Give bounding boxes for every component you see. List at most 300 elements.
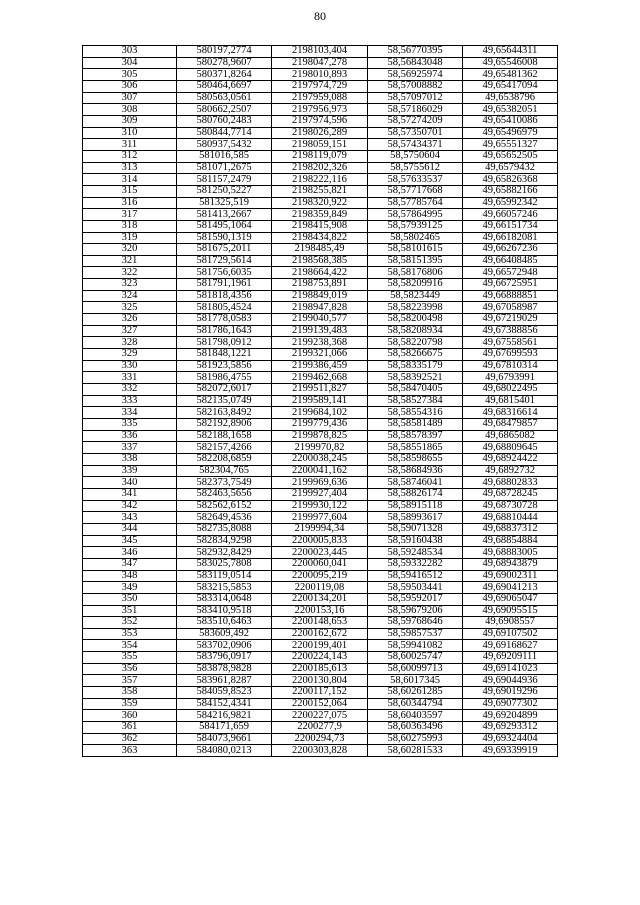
latitude-cell: 58,60403597 <box>368 710 463 722</box>
y-coordinate-cell: 2198947,828 <box>272 302 368 314</box>
point-number-cell: 344 <box>83 523 177 535</box>
y-coordinate-cell: 2198202,326 <box>272 162 368 174</box>
latitude-cell: 58,58746041 <box>368 477 463 489</box>
x-coordinate-cell: 583878,9828 <box>177 663 272 675</box>
x-coordinate-cell: 580662,2507 <box>177 104 272 116</box>
point-number-cell: 306 <box>83 80 177 92</box>
y-coordinate-cell: 2198664,422 <box>272 267 368 279</box>
y-coordinate-cell: 2200224,143 <box>272 652 368 664</box>
longitude-cell: 49,6579432 <box>463 162 558 174</box>
longitude-cell: 49,6865082 <box>463 430 558 442</box>
longitude-cell: 49,68479857 <box>463 419 558 431</box>
longitude-cell: 49,68730728 <box>463 500 558 512</box>
latitude-cell: 58,57097012 <box>368 92 463 104</box>
point-number-cell: 342 <box>83 500 177 512</box>
y-coordinate-cell: 2199927,404 <box>272 488 368 500</box>
longitude-cell: 49,66151734 <box>463 220 558 232</box>
point-number-cell: 312 <box>83 150 177 162</box>
latitude-cell: 58,57008882 <box>368 80 463 92</box>
y-coordinate-cell: 2199779,436 <box>272 419 368 431</box>
longitude-cell: 49,66725951 <box>463 279 558 291</box>
latitude-cell: 58,5802465 <box>368 232 463 244</box>
latitude-cell: 58,58826174 <box>368 488 463 500</box>
table-row <box>83 69 558 81</box>
x-coordinate-cell: 581016,585 <box>177 150 272 162</box>
point-number-cell: 308 <box>83 104 177 116</box>
point-number-cell: 316 <box>83 197 177 209</box>
table-row <box>83 710 558 722</box>
longitude-cell: 49,69041213 <box>463 582 558 594</box>
point-number-cell: 340 <box>83 477 177 489</box>
table-row <box>83 80 558 92</box>
point-number-cell: 348 <box>83 570 177 582</box>
longitude-cell: 49,68728245 <box>463 488 558 500</box>
longitude-cell: 49,65992342 <box>463 197 558 209</box>
latitude-cell: 58,57939125 <box>368 220 463 232</box>
point-number-cell: 339 <box>83 465 177 477</box>
x-coordinate-cell: 580197,2774 <box>177 46 272 58</box>
y-coordinate-cell: 2199321,066 <box>272 349 368 361</box>
table-row <box>83 547 558 559</box>
point-number-cell: 357 <box>83 675 177 687</box>
x-coordinate-cell: 583119,0514 <box>177 570 272 582</box>
table-row <box>83 302 558 314</box>
table-row <box>83 127 558 139</box>
coordinates-table-body <box>83 46 558 757</box>
longitude-cell: 49,68943879 <box>463 558 558 570</box>
x-coordinate-cell: 581495,1064 <box>177 220 272 232</box>
latitude-cell: 58,58527384 <box>368 395 463 407</box>
longitude-cell: 49,65882166 <box>463 185 558 197</box>
x-coordinate-cell: 582072,6017 <box>177 384 272 396</box>
longitude-cell: 49,68316614 <box>463 407 558 419</box>
point-number-cell: 332 <box>83 384 177 396</box>
longitude-cell: 49,69168627 <box>463 640 558 652</box>
table-row <box>83 512 558 524</box>
latitude-cell: 58,59416512 <box>368 570 463 582</box>
y-coordinate-cell: 2200117,152 <box>272 687 368 699</box>
latitude-cell: 58,59332282 <box>368 558 463 570</box>
x-coordinate-cell: 584080,0213 <box>177 745 272 757</box>
longitude-cell: 49,69065047 <box>463 593 558 605</box>
table-row <box>83 279 558 291</box>
point-number-cell: 356 <box>83 663 177 675</box>
y-coordinate-cell: 2200153,16 <box>272 605 368 617</box>
y-coordinate-cell: 2198222,116 <box>272 174 368 186</box>
x-coordinate-cell: 583510,6463 <box>177 617 272 629</box>
latitude-cell: 58,57785764 <box>368 197 463 209</box>
latitude-cell: 58,57633537 <box>368 174 463 186</box>
latitude-cell: 58,57864995 <box>368 209 463 221</box>
point-number-cell: 321 <box>83 255 177 267</box>
longitude-cell: 49,69107502 <box>463 628 558 640</box>
longitude-cell: 49,65417094 <box>463 80 558 92</box>
x-coordinate-cell: 581778,0583 <box>177 314 272 326</box>
x-coordinate-cell: 582735,8088 <box>177 523 272 535</box>
latitude-cell: 58,56925974 <box>368 69 463 81</box>
table-row <box>83 220 558 232</box>
table-row <box>83 244 558 256</box>
latitude-cell: 58,56843048 <box>368 57 463 69</box>
longitude-cell: 49,65481362 <box>463 69 558 81</box>
y-coordinate-cell: 2199684,102 <box>272 407 368 419</box>
latitude-cell: 58,57274209 <box>368 115 463 127</box>
latitude-cell: 58,57717668 <box>368 185 463 197</box>
longitude-cell: 49,69044936 <box>463 675 558 687</box>
point-number-cell: 338 <box>83 453 177 465</box>
x-coordinate-cell: 582157,4266 <box>177 442 272 454</box>
longitude-cell: 49,68854884 <box>463 535 558 547</box>
table-row <box>83 255 558 267</box>
latitude-cell: 58,56770395 <box>368 46 463 58</box>
point-number-cell: 345 <box>83 535 177 547</box>
longitude-cell: 49,69141023 <box>463 663 558 675</box>
latitude-cell: 58,58266675 <box>368 349 463 361</box>
y-coordinate-cell: 2199386,459 <box>272 360 368 372</box>
y-coordinate-cell: 2199139,483 <box>272 325 368 337</box>
table-row <box>83 349 558 361</box>
y-coordinate-cell: 2200199,401 <box>272 640 368 652</box>
point-number-cell: 362 <box>83 733 177 745</box>
y-coordinate-cell: 2197974,596 <box>272 115 368 127</box>
table-row <box>83 57 558 69</box>
x-coordinate-cell: 582463,5656 <box>177 488 272 500</box>
table-row <box>83 663 558 675</box>
x-coordinate-cell: 580937,5432 <box>177 139 272 151</box>
y-coordinate-cell: 2199040,577 <box>272 314 368 326</box>
y-coordinate-cell: 2200134,201 <box>272 593 368 605</box>
x-coordinate-cell: 584059,8523 <box>177 687 272 699</box>
latitude-cell: 58,59248534 <box>368 547 463 559</box>
x-coordinate-cell: 584152,4341 <box>177 698 272 710</box>
x-coordinate-cell: 584216,9821 <box>177 710 272 722</box>
latitude-cell: 58,58209916 <box>368 279 463 291</box>
page-number: 80 <box>314 9 326 23</box>
y-coordinate-cell: 2198415,908 <box>272 220 368 232</box>
point-number-cell: 350 <box>83 593 177 605</box>
latitude-cell: 58,60363496 <box>368 722 463 734</box>
table-row <box>83 617 558 629</box>
x-coordinate-cell: 582163,8492 <box>177 407 272 419</box>
x-coordinate-cell: 582188,1658 <box>177 430 272 442</box>
y-coordinate-cell: 2198434,822 <box>272 232 368 244</box>
table-row <box>83 477 558 489</box>
latitude-cell: 58,58993617 <box>368 512 463 524</box>
point-number-cell: 304 <box>83 57 177 69</box>
x-coordinate-cell: 581157,2479 <box>177 174 272 186</box>
y-coordinate-cell: 2200277,9 <box>272 722 368 734</box>
latitude-cell: 58,58581489 <box>368 419 463 431</box>
point-number-cell: 307 <box>83 92 177 104</box>
table-row <box>83 419 558 431</box>
table-row <box>83 500 558 512</box>
longitude-cell: 49,69095515 <box>463 605 558 617</box>
latitude-cell: 58,5755612 <box>368 162 463 174</box>
table-row <box>83 628 558 640</box>
y-coordinate-cell: 2199930,122 <box>272 500 368 512</box>
latitude-cell: 58,6017345 <box>368 675 463 687</box>
table-row <box>83 733 558 745</box>
longitude-cell: 49,69002311 <box>463 570 558 582</box>
point-number-cell: 305 <box>83 69 177 81</box>
latitude-cell: 58,59071328 <box>368 523 463 535</box>
longitude-cell: 49,69293312 <box>463 722 558 734</box>
point-number-cell: 333 <box>83 395 177 407</box>
y-coordinate-cell: 2198849,019 <box>272 290 368 302</box>
point-number-cell: 320 <box>83 244 177 256</box>
table-row <box>83 605 558 617</box>
y-coordinate-cell: 2198059,151 <box>272 139 368 151</box>
y-coordinate-cell: 2198320,922 <box>272 197 368 209</box>
y-coordinate-cell: 2199994,34 <box>272 523 368 535</box>
table-row <box>83 360 558 372</box>
point-number-cell: 358 <box>83 687 177 699</box>
latitude-cell: 58,58915118 <box>368 500 463 512</box>
x-coordinate-cell: 581848,1221 <box>177 349 272 361</box>
latitude-cell: 58,59857537 <box>368 628 463 640</box>
table-row <box>83 698 558 710</box>
table-row <box>83 185 558 197</box>
longitude-cell: 49,67699593 <box>463 349 558 361</box>
longitude-cell: 49,68022495 <box>463 384 558 396</box>
latitude-cell: 58,60281533 <box>368 745 463 757</box>
x-coordinate-cell: 580844,7714 <box>177 127 272 139</box>
x-coordinate-cell: 581071,2675 <box>177 162 272 174</box>
y-coordinate-cell: 2200227,075 <box>272 710 368 722</box>
table-row <box>83 465 558 477</box>
longitude-cell: 49,65652505 <box>463 150 558 162</box>
point-number-cell: 330 <box>83 360 177 372</box>
x-coordinate-cell: 584073,9661 <box>177 733 272 745</box>
point-number-cell: 319 <box>83 232 177 244</box>
x-coordinate-cell: 580563,0561 <box>177 92 272 104</box>
table-row <box>83 488 558 500</box>
table-row <box>83 535 558 547</box>
y-coordinate-cell: 2198010,893 <box>272 69 368 81</box>
latitude-cell: 58,59503441 <box>368 582 463 594</box>
latitude-cell: 58,60099713 <box>368 663 463 675</box>
x-coordinate-cell: 583961,8287 <box>177 675 272 687</box>
point-number-cell: 326 <box>83 314 177 326</box>
y-coordinate-cell: 2200095,219 <box>272 570 368 582</box>
x-coordinate-cell: 581756,6035 <box>177 267 272 279</box>
table-row <box>83 314 558 326</box>
x-coordinate-cell: 581675,2011 <box>177 244 272 256</box>
table-row <box>83 570 558 582</box>
x-coordinate-cell: 583702,0906 <box>177 640 272 652</box>
x-coordinate-cell: 583796,0917 <box>177 652 272 664</box>
y-coordinate-cell: 2200038,245 <box>272 453 368 465</box>
longitude-cell: 49,67558561 <box>463 337 558 349</box>
y-coordinate-cell: 2200152,064 <box>272 698 368 710</box>
latitude-cell: 58,58220798 <box>368 337 463 349</box>
longitude-cell: 49,69209111 <box>463 652 558 664</box>
longitude-cell: 49,66888851 <box>463 290 558 302</box>
point-number-cell: 363 <box>83 745 177 757</box>
table-row <box>83 267 558 279</box>
y-coordinate-cell: 2199969,636 <box>272 477 368 489</box>
table-row <box>83 640 558 652</box>
point-number-cell: 328 <box>83 337 177 349</box>
y-coordinate-cell: 2200023,445 <box>272 547 368 559</box>
table-row <box>83 46 558 58</box>
point-number-cell: 311 <box>83 139 177 151</box>
point-number-cell: 360 <box>83 710 177 722</box>
longitude-cell: 49,6793991 <box>463 372 558 384</box>
table-row <box>83 162 558 174</box>
table-row <box>83 325 558 337</box>
longitude-cell: 49,65644311 <box>463 46 558 58</box>
table-row <box>83 150 558 162</box>
latitude-cell: 58,60275993 <box>368 733 463 745</box>
longitude-cell: 49,68837312 <box>463 523 558 535</box>
longitude-cell: 49,66408485 <box>463 255 558 267</box>
latitude-cell: 58,57434371 <box>368 139 463 151</box>
point-number-cell: 361 <box>83 722 177 734</box>
latitude-cell: 58,57186029 <box>368 104 463 116</box>
x-coordinate-cell: 580464,6697 <box>177 80 272 92</box>
table-row <box>83 687 558 699</box>
y-coordinate-cell: 2198568,385 <box>272 255 368 267</box>
table-row <box>83 115 558 127</box>
y-coordinate-cell: 2197974,729 <box>272 80 368 92</box>
x-coordinate-cell: 581805,4524 <box>177 302 272 314</box>
point-number-cell: 353 <box>83 628 177 640</box>
longitude-cell: 49,65410086 <box>463 115 558 127</box>
y-coordinate-cell: 2198359,849 <box>272 209 368 221</box>
table-row <box>83 430 558 442</box>
y-coordinate-cell: 2200148,653 <box>272 617 368 629</box>
latitude-cell: 58,59679206 <box>368 605 463 617</box>
x-coordinate-cell: 582649,4536 <box>177 512 272 524</box>
point-number-cell: 336 <box>83 430 177 442</box>
point-number-cell: 349 <box>83 582 177 594</box>
y-coordinate-cell: 2200060,041 <box>272 558 368 570</box>
longitude-cell: 49,69077302 <box>463 698 558 710</box>
latitude-cell: 58,58335179 <box>368 360 463 372</box>
table-row <box>83 582 558 594</box>
y-coordinate-cell: 2200185,613 <box>272 663 368 675</box>
latitude-cell: 58,58392521 <box>368 372 463 384</box>
x-coordinate-cell: 584171,659 <box>177 722 272 734</box>
longitude-cell: 49,6538796 <box>463 92 558 104</box>
point-number-cell: 327 <box>83 325 177 337</box>
longitude-cell: 49,65382051 <box>463 104 558 116</box>
latitude-cell: 58,59160438 <box>368 535 463 547</box>
y-coordinate-cell: 2199589,141 <box>272 395 368 407</box>
table-row <box>83 407 558 419</box>
x-coordinate-cell: 583410,9518 <box>177 605 272 617</box>
longitude-cell: 49,6815401 <box>463 395 558 407</box>
point-number-cell: 303 <box>83 46 177 58</box>
x-coordinate-cell: 581590,1319 <box>177 232 272 244</box>
y-coordinate-cell: 2200130,804 <box>272 675 368 687</box>
longitude-cell: 49,65546008 <box>463 57 558 69</box>
latitude-cell: 58,59768646 <box>368 617 463 629</box>
y-coordinate-cell: 2197956,973 <box>272 104 368 116</box>
latitude-cell: 58,58151395 <box>368 255 463 267</box>
latitude-cell: 58,5750604 <box>368 150 463 162</box>
latitude-cell: 58,58223998 <box>368 302 463 314</box>
point-number-cell: 324 <box>83 290 177 302</box>
y-coordinate-cell: 2199238,368 <box>272 337 368 349</box>
longitude-cell: 49,68924422 <box>463 453 558 465</box>
table-row <box>83 745 558 757</box>
point-number-cell: 343 <box>83 512 177 524</box>
point-number-cell: 354 <box>83 640 177 652</box>
y-coordinate-cell: 2200119,08 <box>272 582 368 594</box>
point-number-cell: 351 <box>83 605 177 617</box>
point-number-cell: 309 <box>83 115 177 127</box>
y-coordinate-cell: 2200162,672 <box>272 628 368 640</box>
point-number-cell: 322 <box>83 267 177 279</box>
x-coordinate-cell: 581413,2667 <box>177 209 272 221</box>
y-coordinate-cell: 2199977,604 <box>272 512 368 524</box>
point-number-cell: 355 <box>83 652 177 664</box>
x-coordinate-cell: 582304,765 <box>177 465 272 477</box>
x-coordinate-cell: 582562,6152 <box>177 500 272 512</box>
x-coordinate-cell: 582208,6859 <box>177 453 272 465</box>
latitude-cell: 58,59592017 <box>368 593 463 605</box>
latitude-cell: 58,58554316 <box>368 407 463 419</box>
point-number-cell: 310 <box>83 127 177 139</box>
longitude-cell: 49,69204899 <box>463 710 558 722</box>
x-coordinate-cell: 582932,8429 <box>177 547 272 559</box>
y-coordinate-cell: 2198753,891 <box>272 279 368 291</box>
x-coordinate-cell: 581798,0912 <box>177 337 272 349</box>
latitude-cell: 58,58101615 <box>368 244 463 256</box>
latitude-cell: 58,58470405 <box>368 384 463 396</box>
table-row <box>83 453 558 465</box>
y-coordinate-cell: 2198047,278 <box>272 57 368 69</box>
coordinates-table <box>82 45 558 757</box>
latitude-cell: 58,58208934 <box>368 325 463 337</box>
table-row <box>83 558 558 570</box>
y-coordinate-cell: 2199511,827 <box>272 384 368 396</box>
x-coordinate-cell: 581729,5614 <box>177 255 272 267</box>
longitude-cell: 49,67388856 <box>463 325 558 337</box>
latitude-cell: 58,58176806 <box>368 267 463 279</box>
longitude-cell: 49,6908557 <box>463 617 558 629</box>
latitude-cell: 58,57350701 <box>368 127 463 139</box>
point-number-cell: 331 <box>83 372 177 384</box>
y-coordinate-cell: 2198103,404 <box>272 46 368 58</box>
table-row <box>83 652 558 664</box>
longitude-cell: 49,69339919 <box>463 745 558 757</box>
table-row <box>83 722 558 734</box>
table-row <box>83 209 558 221</box>
longitude-cell: 49,67058987 <box>463 302 558 314</box>
latitude-cell: 58,58551865 <box>368 442 463 454</box>
y-coordinate-cell: 2199878,825 <box>272 430 368 442</box>
x-coordinate-cell: 582834,9298 <box>177 535 272 547</box>
longitude-cell: 49,65551327 <box>463 139 558 151</box>
point-number-cell: 313 <box>83 162 177 174</box>
point-number-cell: 329 <box>83 349 177 361</box>
latitude-cell: 58,58598655 <box>368 453 463 465</box>
table-row <box>83 395 558 407</box>
y-coordinate-cell: 2199970,82 <box>272 442 368 454</box>
y-coordinate-cell: 2200294,73 <box>272 733 368 745</box>
point-number-cell: 341 <box>83 488 177 500</box>
point-number-cell: 335 <box>83 419 177 431</box>
longitude-cell: 49,66057246 <box>463 209 558 221</box>
y-coordinate-cell: 2200005,833 <box>272 535 368 547</box>
latitude-cell: 58,58200498 <box>368 314 463 326</box>
x-coordinate-cell: 581923,5856 <box>177 360 272 372</box>
y-coordinate-cell: 2198026,289 <box>272 127 368 139</box>
longitude-cell: 49,6892732 <box>463 465 558 477</box>
